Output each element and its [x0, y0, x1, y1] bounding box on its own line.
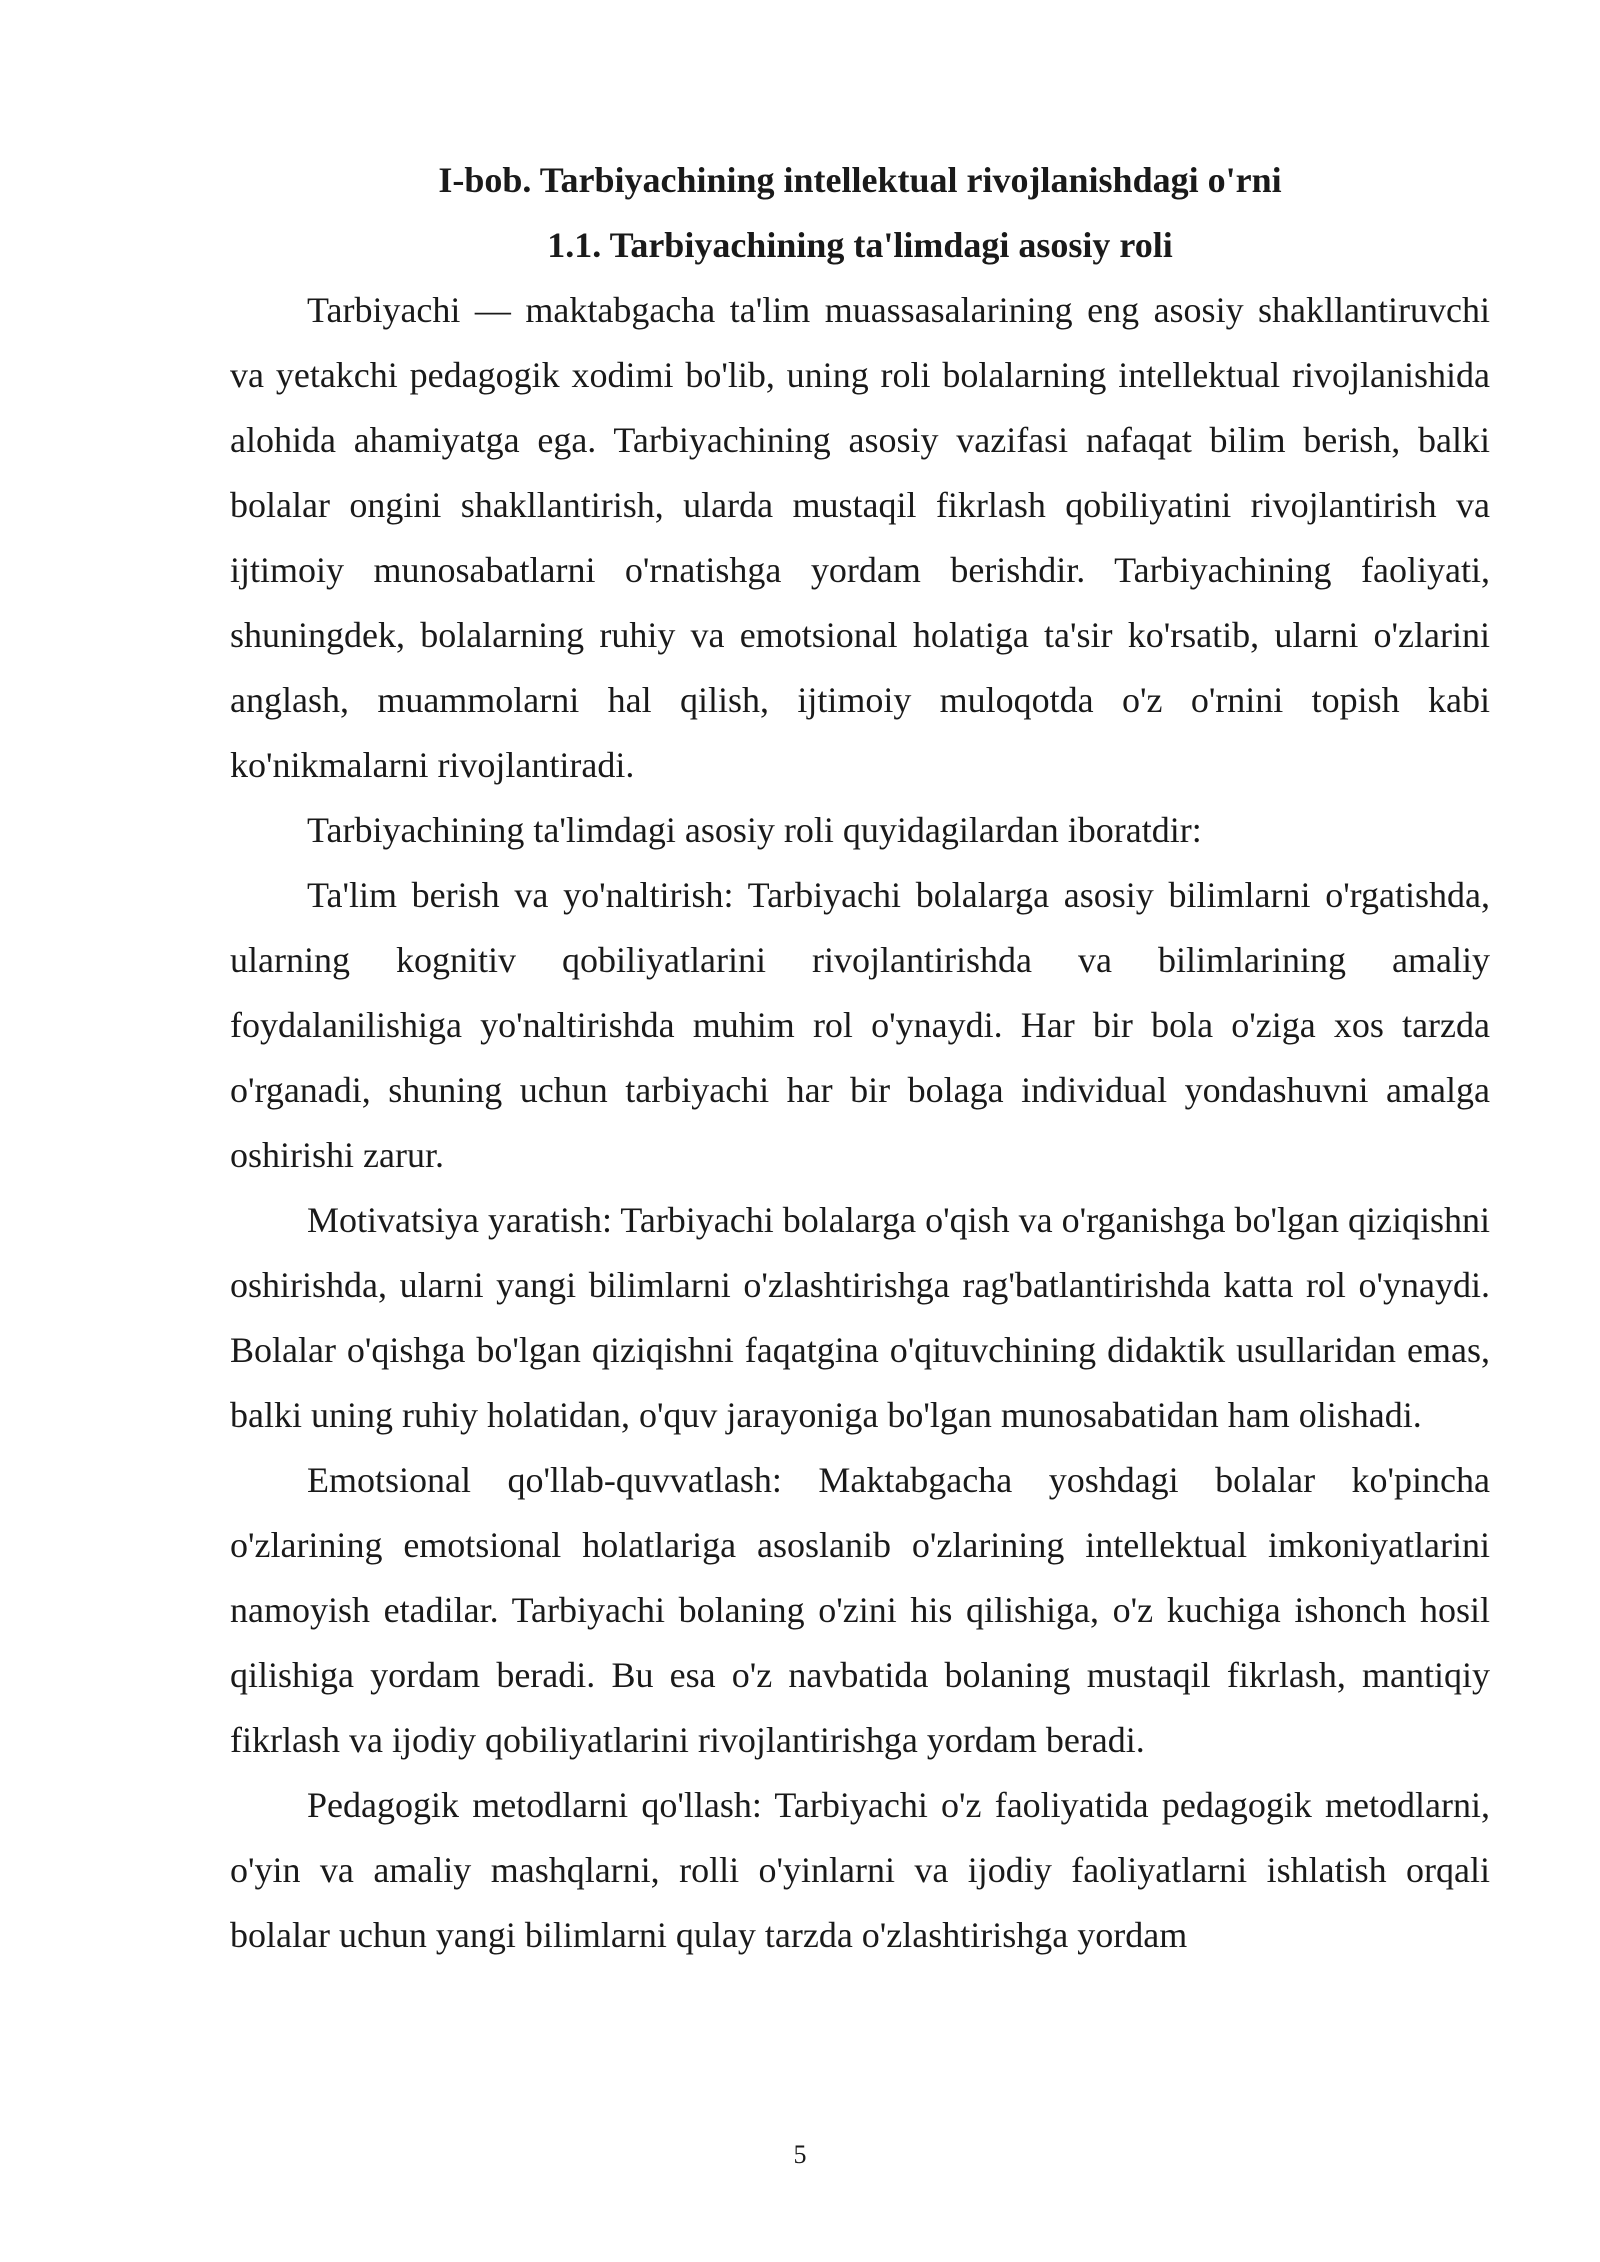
page-number: 5	[793, 2140, 807, 2169]
section-title: 1.1. Tarbiyachining ta'limdagi asosiy roli	[547, 225, 1173, 265]
paragraph-intro: Tarbiyachi — maktabgacha ta'lim muassasalarining eng asosiy shakllantiruvchi va yetakchi pedagogik xodimi bo'lib, uning roli bolalarning intellektual rivojlanishida alohida ahamiyatga ega. Tarbiyachining asosiy vazifasi nafaqat bilim berish, balki bolalar ongini shakllantirish, ularda mustaqil fikrlash qobiliyatini rivojlantirish va ijtimoiy munosabatlarni o'rnatishga yordam berishdir. Tarbiyachining faoliyati, shuningdek, bolalarning ruhiy va emotsional holatiga ta'sir ko'rsatib, ularni o'zlarini anglash, muammolarni hal qilish, ijtimoiy muloqotda o'z o'rnini topish kabi ko'nikmalarni rivojlantiradi.	[230, 290, 1490, 785]
paragraph-emotional-support: Emotsional qo'llab-quvvatlash: Maktabgacha yoshdagi bolalar ko'pincha o'zlarining emotsional holatlariga asoslanib o'zlarining intellektual imkoniyatlarini namoyish etadilar. Tarbiyachi bolaning o'zini his qilishiga, o'z kuchiga ishonch hosil qilishiga yordam beradi. Bu esa o'z navbatida bolaning mustaqil fikrlash, mantiqiy fikrlash va ijodiy qobiliyatlarini rivojlantirishga yordam beradi.	[230, 1460, 1490, 1760]
paragraph-teaching: Ta'lim berish va yo'naltirish: Tarbiyachi bolalarga asosiy bilimlarni o'rgatishda, ularning kognitiv qobiliyatlarini rivojlantirishda va bilimlarining amaliy foydalanilishiga yo'naltirishda muhim rol o'ynaydi. Har bir bola o'ziga xos tarzda o'rganadi, shuning uchun tarbiyachi har bir bolaga individual yondashuvni amalga oshirishi zarur.	[230, 875, 1490, 1175]
paragraph-roles-intro: Tarbiyachining ta'limdagi asosiy roli quyidagilardan iboratdir:	[307, 810, 1202, 850]
paragraph-motivation: Motivatsiya yaratish: Tarbiyachi bolalarga o'qish va o'rganishga bo'lgan qiziqishni oshirishda, ularni yangi bilimlarni o'zlashtirishga rag'batlantirishda katta rol o'ynaydi. Bolalar o'qishga bo'lgan qiziqishni faqatgina o'qituvchining didaktik usullaridan emas, balki uning ruhiy holatidan, o'quv jarayoniga bo'lgan munosabatidan ham olishadi.	[230, 1200, 1490, 1435]
page-content	[230, 148, 1490, 1968]
paragraph-pedagogical-methods: Pedagogik metodlarni qo'llash: Tarbiyachi o'z faoliyatida pedagogik metodlarni, o'yin va amaliy mashqlarni, rolli o'yinlarni va ijodiy faoliyatlarni ishlatish orqali bolalar uchun yangi bilimlarni qulay tarzda o'zlashtirishga yordam	[230, 1785, 1490, 1955]
chapter-title: I-bob. Tarbiyachining intellektual rivojlanishdagi o'rni	[438, 160, 1282, 200]
